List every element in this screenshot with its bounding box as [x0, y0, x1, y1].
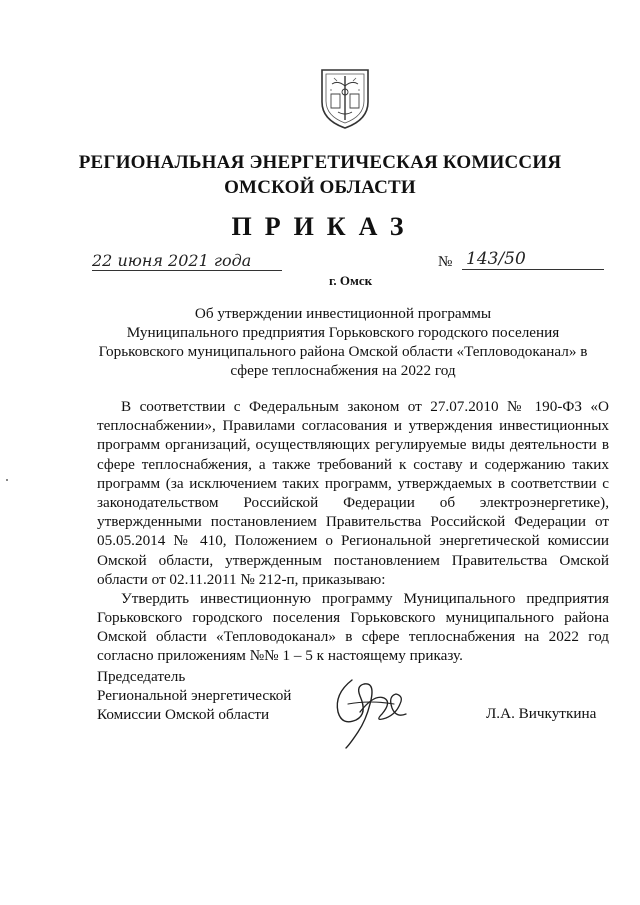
body-line: области от 02.11.2011 № 212-п, приказываю: — [97, 570, 386, 588]
body-line: В соответствии с Федеральным законом от 27.07.2010 № 190-ФЗ «О — [121, 398, 609, 415]
signatory-name: Л.А. Вичкуткина — [486, 705, 597, 722]
subject-line: Об утверждении инвестиционной программы — [194, 305, 492, 322]
paragraph-preamble — [97, 397, 609, 589]
body-line: утвержденными постановлением Правительства Российской Федерации от — [97, 513, 609, 531]
organization-name-line1: РЕГИОНАЛЬНАЯ ЭНЕРГЕТИЧЕСКАЯ КОМИССИЯ — [78, 152, 562, 173]
order-title: ПРИКАЗ — [231, 212, 417, 241]
body-line: теплоснабжении», Правилами согласования и утверждения инвестиционных — [97, 417, 609, 435]
position-line: Региональной энергетической — [97, 687, 292, 705]
body-line: Утвердить инвестиционную программу Муниципального предприятия — [121, 589, 609, 607]
organization-name-line2: ОМСКОЙ ОБЛАСТИ — [224, 177, 416, 198]
body-line: Омской области «Тепловодоканал» в сфере теплоснабжения на 2022 год — [97, 628, 609, 646]
body-line: согласно приложениям №№ 1 – 5 к настоящему приказу. — [97, 647, 463, 665]
body-line: программ организаций, осуществляющих регулируемые виды деятельности в — [97, 436, 609, 454]
number-sign: № — [438, 254, 453, 270]
body-line: законодательством Российской Федерации об электроэнергетике), — [97, 493, 609, 511]
position-line: Комиссии Омской области — [97, 706, 270, 724]
handwritten-signature — [330, 674, 412, 752]
coat-of-arms-emblem — [318, 64, 372, 130]
signatory-position — [97, 667, 291, 725]
order-date: 22 июня 2021 года — [92, 252, 282, 271]
body-line: программ (за исключением таких программ, утверждаемых в соответствии с — [97, 474, 609, 492]
order-subject — [96, 304, 590, 380]
body-line: Омской области, утвержденным постановлением Правительства Омской — [97, 551, 609, 569]
body-line: Горьковского городского поселения Горьковского муниципального района — [97, 609, 609, 627]
city: г. Омск — [329, 273, 373, 288]
subject-line: Муниципального предприятия Горьковского городского поселения — [126, 324, 560, 341]
position-line: Председатель — [97, 668, 186, 685]
body-line: 05.05.2014 № 410, Положением о Региональной энергетической комиссии — [97, 532, 609, 550]
order-number: 143/50 — [462, 250, 604, 270]
order-body — [97, 397, 609, 666]
subject-line: Горьковского муниципального района Омской области «Тепловодоканал» в — [98, 343, 588, 360]
body-line: сфере теплоснабжения, а также требований к составу и содержанию таких — [97, 455, 609, 473]
scan-artifact — [6, 479, 8, 481]
subject-line: сфере теплоснабжения на 2022 год — [230, 362, 456, 379]
paragraph-resolution — [97, 589, 609, 666]
